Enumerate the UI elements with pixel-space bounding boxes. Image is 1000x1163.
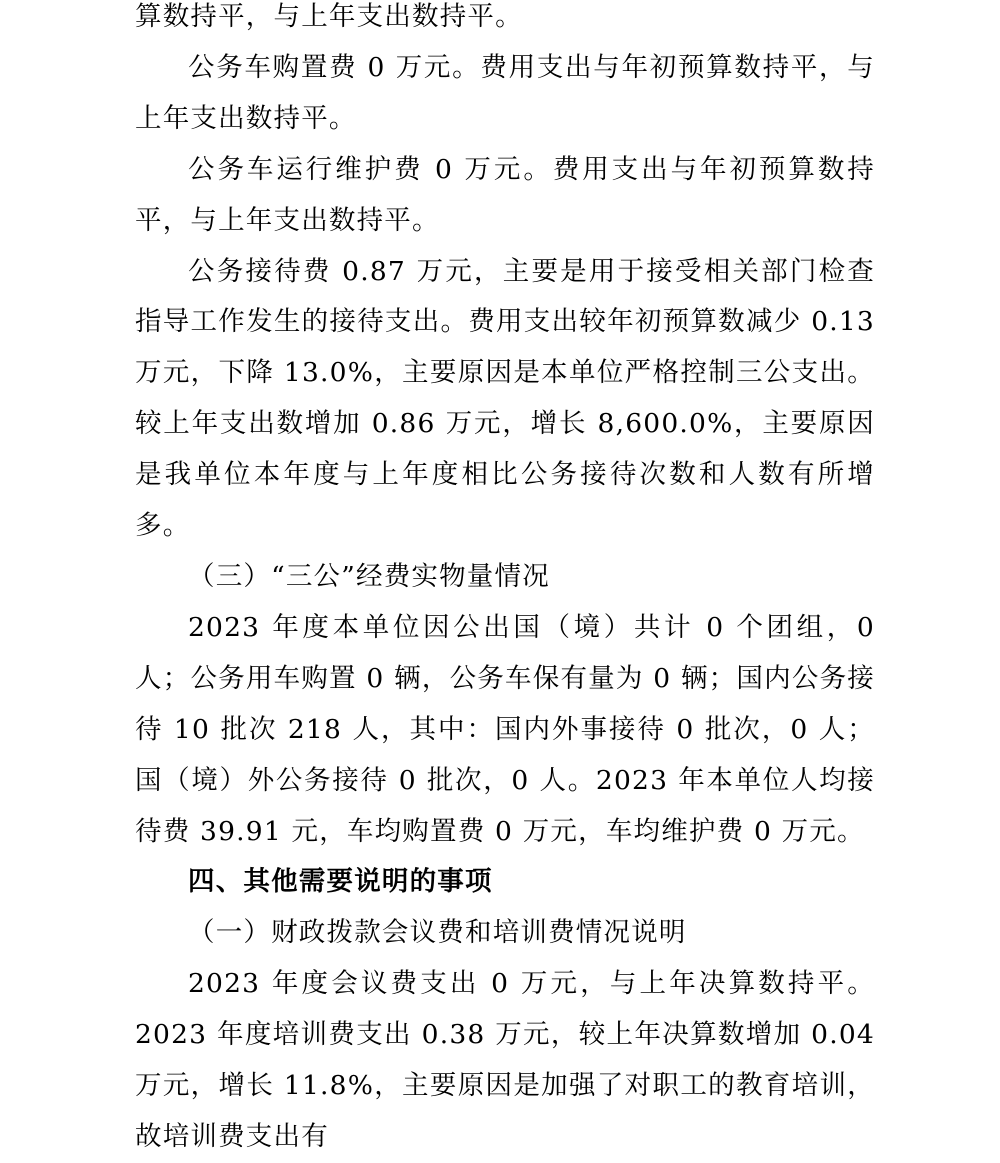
section-heading-other-matters: 四、其他需要说明的事项 [188, 866, 493, 898]
subheading-physical-quantity: （三）“三公”经费实物量情况 [188, 560, 550, 592]
paragraph-vehicle-purchase: 公务车购置费 0 万元。费用支出与年初预算数持平，与上年支出数持平。 [135, 51, 875, 134]
paragraph-physical-quantity: 2023 年度本单位因公出国（境）共计 0 个团组，0 人；公务用车购置 0 辆，公务车保有量为 0 辆；国内公务接待 10 批次 218 人，其中：国内外事接待 0 批次，0 人；国（境）外公务接待 0 批次，0 人。2023 年本单位人均接待费 39.91 元，车均购置费 0 万元，车均维护费 0 万元。 [135, 611, 875, 847]
paragraph-reception-fee: 公务接待费 0.87 万元，主要是用于接受相关部门检查指导工作发生的接待支出。费用支出较年初预算数减少 0.13 万元，下降 13.0%，主要原因是本单位严格控制三公支出。较上年支出数增加 0.86 万元，增长 8,600.0%，主要原因是我单位本年度与上年度相比公务接待次数和人数有所增多。 [135, 255, 875, 542]
paragraph-vehicle-maintenance: 公务车运行维护费 0 万元。费用支出与年初预算数持平，与上年支出数持平。 [135, 153, 875, 236]
paragraph-meeting-training: 2023 年度会议费支出 0 万元，与上年决算数持平。2023 年度培训费支出 0.38 万元，较上年决算数增加 0.04 万元，增长 11.8%，主要原因是加强了对职工的教育培训，故培训费支出有 [135, 968, 875, 1152]
document-page [135, 0, 875, 1163]
paragraph-continuation: 算数持平，与上年支出数持平。 [135, 1, 523, 32]
subheading-meeting-training: （一）财政拨款会议费和培训费情况说明 [188, 917, 687, 949]
